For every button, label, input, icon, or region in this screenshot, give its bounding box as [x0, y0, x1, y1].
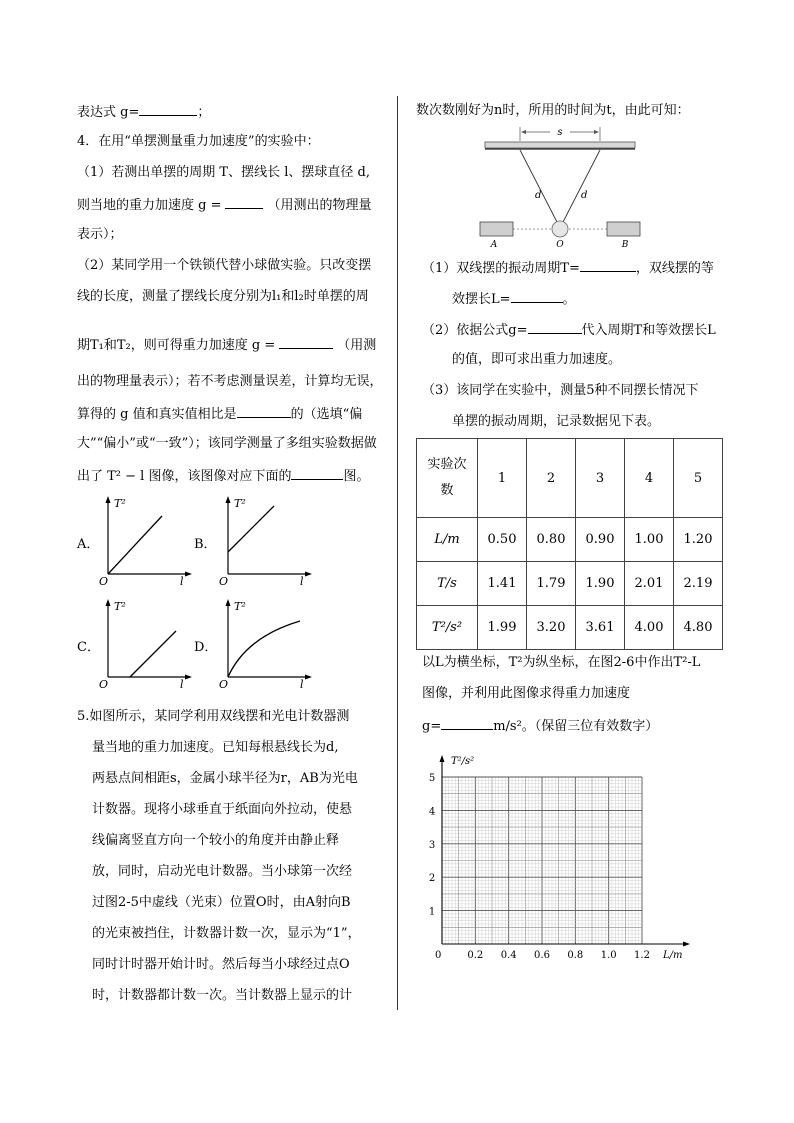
q5-line-8: 的光束被挡住，计数器计数一次，显示为“1”，	[92, 926, 361, 941]
table-col-header: 1	[478, 439, 527, 518]
y-tick-label: 5	[428, 773, 436, 784]
graph-paper[interactable]	[420, 750, 700, 970]
axis-label-x: l	[300, 678, 304, 689]
graph-option-c[interactable]	[96, 597, 196, 689]
answer-blank[interactable]	[279, 336, 333, 349]
axis-label-y: T²	[114, 600, 126, 613]
answer-blank[interactable]	[580, 259, 636, 272]
x-tick-label: 0.2	[467, 950, 484, 961]
table-cell: 1.90	[576, 562, 625, 606]
option-a-label[interactable]: A．	[77, 537, 100, 552]
question-4-title: 4．在用“单摆测量重力加速度”的实验中：	[77, 134, 320, 149]
table-cell: 3.61	[576, 606, 625, 650]
column-divider	[397, 96, 398, 1010]
q5-line-5: 线偏离竖直方向一个较小的角度并由静止释	[92, 833, 340, 848]
row-label: T/s	[417, 562, 478, 606]
q4-part2-line1: （2）某同学用一个铁锁代替小球做实验。只改变摆	[77, 258, 372, 273]
q5-line-4: 计数器。现将小球垂直于纸面向外拉动，使悬	[92, 802, 353, 817]
answer-blank[interactable]	[139, 103, 197, 116]
q5-part3-line5: g= m/s²。（保留三位有效数字）	[422, 719, 659, 734]
table-col-header: 3	[576, 439, 625, 518]
option-c-label[interactable]: C．	[77, 640, 100, 655]
table-cell: 2.01	[625, 562, 674, 606]
q5-part3-line1: （3）该同学在实验中，测量5种不同摆长情况下	[422, 383, 699, 398]
q4-part1-line1: （1）若测出单摆的周期 T、摆线长 l、摆球直径 d,	[77, 165, 370, 180]
q5-part3-line2: 单摆的振动周期，记录数据见下表。	[452, 414, 661, 429]
axis-origin: O	[219, 678, 229, 689]
axis-label-x: l	[180, 678, 184, 689]
table-col-header: 2	[527, 439, 576, 518]
x-axis-arrow	[683, 942, 690, 947]
q4-part2-line6: 大”“偏小”或“一致”）；该同学测量了多组实验数据做	[77, 436, 377, 451]
x-tick-label: 0.8	[567, 950, 584, 961]
q4-part2-line2: 线的长度，测量了摆线长度分别为l₁和l₂时单摆的周	[77, 289, 369, 304]
table-row	[417, 518, 723, 562]
table-cell: 1.00	[625, 518, 674, 562]
table-cell: 1.79	[527, 562, 576, 606]
grid-x-label: L/m	[663, 950, 683, 961]
answer-blank[interactable]	[441, 717, 493, 730]
x-tick-label: 1.2	[634, 950, 650, 961]
table-row	[417, 606, 723, 650]
grid-lines	[442, 777, 642, 944]
table-cell: 2.19	[674, 562, 723, 606]
q5-part1-line1: （1）双线摆的振动周期T= ，双线摆的等	[422, 261, 714, 276]
table-cell: 3.20	[527, 606, 576, 650]
label-d-right: d	[581, 190, 588, 201]
answer-blank[interactable]	[528, 321, 582, 334]
y-tick-label: 4	[428, 806, 436, 818]
q5-line-10: 时，计数器都计数一次。当计数器上显示的计	[92, 988, 353, 1003]
line-expression: 表达式 g= ；	[77, 105, 211, 120]
table-header-label: 实验次 数	[417, 439, 478, 518]
table-row	[417, 562, 723, 606]
q4-part1-line2: 则当地的重力加速度 g = （用测出的物理量	[77, 198, 372, 213]
table-cell: 0.80	[527, 518, 576, 562]
label-O: O	[556, 240, 564, 250]
answer-blank[interactable]	[225, 196, 263, 209]
table-header-row	[417, 439, 723, 518]
y-axis-arrow	[440, 755, 445, 762]
q5-line-6: 放，同时，启动光电计数器。当小球第一次经	[92, 864, 353, 879]
q5-line-9: 同时计时器开始计时。然后每当小球经过点O	[92, 957, 350, 972]
y-tick-label: 2	[428, 873, 436, 885]
q5-part3-line3: 以L为横坐标，T²为纵坐标，在图2-6中作出T²-L	[422, 655, 701, 670]
axis-origin: O	[99, 575, 109, 586]
table-cell: 4.80	[674, 606, 723, 650]
label-s: s	[557, 127, 563, 138]
option-b-label[interactable]: B．	[194, 537, 217, 552]
metal-ball	[552, 221, 568, 237]
table-cell: 0.90	[576, 518, 625, 562]
grid-y-label: T²/s²	[451, 756, 475, 767]
graph-option-a[interactable]	[96, 494, 196, 586]
label-B: B	[621, 240, 629, 250]
q4-part2-line4: 出的物理量表示）；若不考虑测量误差，计算均无误，	[77, 374, 383, 389]
data-table	[416, 438, 723, 650]
answer-blank[interactable]	[291, 467, 343, 480]
x-tick-labels	[467, 950, 650, 961]
answer-blank[interactable]	[237, 405, 291, 418]
bifilar-pendulum-figure	[475, 122, 645, 252]
axis-origin: O	[219, 575, 229, 586]
q5-line-3: 两悬点间相距s，金属小球半径为r，AB为光电	[92, 771, 358, 786]
option-d-label[interactable]: D．	[194, 640, 218, 655]
q5-line-7: 过图2-5中虚线（光束）位置O时，由A射向B	[92, 895, 351, 910]
y-tick-label: 1	[428, 906, 436, 918]
row-label: L/m	[417, 518, 478, 562]
table-cell: 1.99	[478, 606, 527, 650]
row-label: T²/s²	[417, 606, 478, 650]
label-d-left: d	[535, 190, 542, 201]
q5-line-1: 5.如图所示，某同学利用双线摆和光电计数器测	[77, 709, 350, 724]
q4-part2-line5: 算得的 g 值和真实值相比是 的（选填“偏	[77, 407, 363, 422]
table-col-header: 4	[625, 439, 674, 518]
axis-label-y: T²	[234, 497, 246, 510]
q5-continued-line: 数次数刚好为n时，所用的时间为t，由此可知：	[416, 103, 690, 118]
x-tick-label: 0.4	[500, 950, 517, 961]
grid-origin: 0	[435, 950, 442, 961]
axis-label-y: T²	[234, 600, 246, 613]
table-col-header: 5	[674, 439, 723, 518]
q4-part2-line7: 出了 T² − l 图像，该图像对应下面的 图。	[77, 469, 370, 484]
q4-part2-line3: 期T₁和T₂，则可得重力加速度 g = （用测	[77, 338, 377, 353]
table-cell: 1.41	[478, 562, 527, 606]
y-tick-label: 3	[428, 839, 436, 851]
label-A: A	[490, 240, 498, 250]
axis-origin: O	[99, 678, 109, 689]
q5-part1-line2: 效摆长L= 。	[452, 292, 576, 307]
q5-part3-line4: 图像，并利用此图像求得重力加速度	[422, 686, 631, 701]
axis-label-y: T²	[114, 497, 126, 510]
q5-line-2: 量当地的重力加速度。已知每根悬线长为d,	[92, 740, 339, 755]
q5-part2-line2: 的值，即可求出重力加速度。	[452, 352, 622, 367]
table-cell: 4.00	[625, 606, 674, 650]
table-cell: 1.20	[674, 518, 723, 562]
x-tick-label: 1.0	[600, 950, 617, 961]
x-tick-label: 0.6	[534, 950, 550, 961]
graph-option-d[interactable]	[216, 597, 316, 689]
axis-label-x: l	[180, 575, 184, 586]
graph-option-b[interactable]	[216, 494, 316, 586]
y-tick-labels	[429, 773, 435, 918]
axis-label-x: l	[300, 575, 304, 586]
q5-part2-line1: （2）依据公式g= 代入周期T和等效摆长L	[422, 323, 716, 338]
q4-part1-line3: 表示）；	[77, 227, 123, 242]
table-cell: 0.50	[478, 518, 527, 562]
answer-blank[interactable]	[511, 290, 563, 303]
